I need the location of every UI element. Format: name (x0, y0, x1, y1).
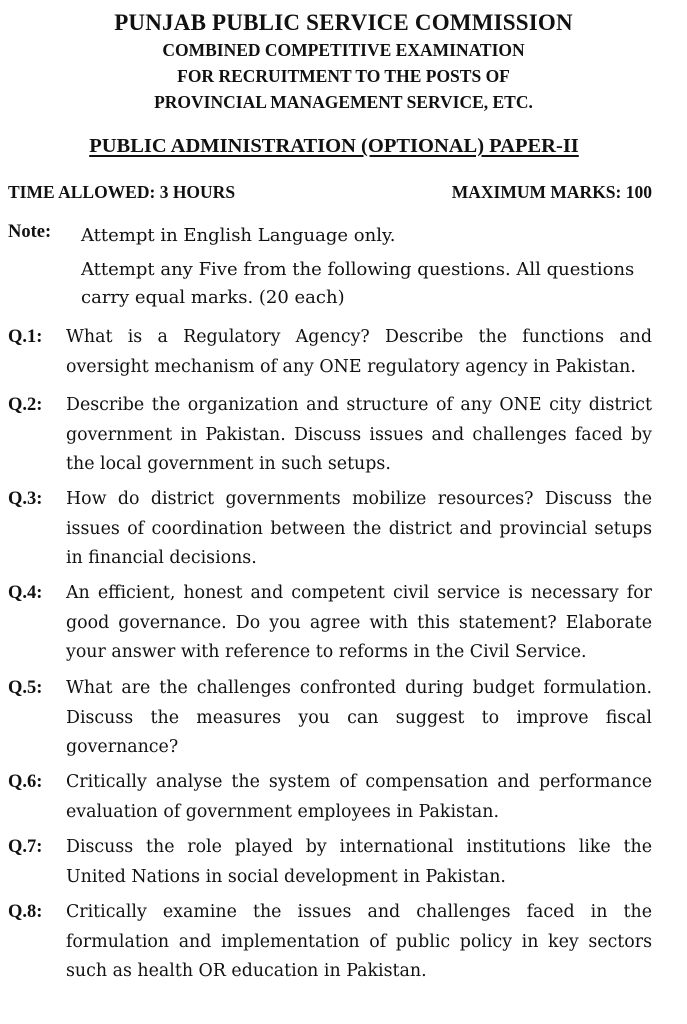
question-text: What is a Regulatory Agency? Describe the functions and oversight mechanism of any ONE regulatory agency in Pakistan. (66, 327, 652, 377)
question-text: What are the challenges confronted during budget formulation. Discuss the measures you can suggest to improve fiscal governance? (66, 678, 652, 758)
question-number: Q.8: (8, 902, 43, 922)
question-6 (8, 768, 652, 827)
question-number: Q.2: (8, 395, 43, 415)
question-7 (8, 833, 652, 892)
question-text: Critically analyse the system of compensation and performance evaluation of government employees in Pakistan. (66, 772, 652, 822)
question-number: Q.7: (8, 837, 43, 857)
note-line-2: Attempt any Five from the following questions. All questions carry equal marks. (20 each) (81, 259, 635, 308)
paper-title: PUBLIC ADMINISTRATION (OPTIONAL) PAPER-II (89, 135, 579, 157)
question-number: Q.6: (8, 772, 43, 792)
time-allowed: TIME ALLOWED: 3 HOURS (8, 182, 236, 202)
note-label: Note: (8, 222, 52, 242)
recruitment-line: FOR RECRUITMENT TO THE POSTS OF (177, 66, 510, 86)
question-1 (8, 323, 652, 382)
question-text: How do district governments mobilize resources? Discuss the issues of coordination between the district and provincial setups in financial decisions. (66, 489, 652, 569)
question-number: Q.1: (8, 327, 43, 347)
question-8 (8, 898, 652, 987)
question-2 (8, 391, 652, 480)
question-number: Q.3: (8, 489, 43, 509)
question-number: Q.5: (8, 678, 43, 698)
question-number: Q.4: (8, 583, 43, 603)
question-4 (8, 579, 652, 668)
question-5 (8, 674, 652, 763)
maximum-marks: MAXIMUM MARKS: 100 (451, 182, 652, 202)
question-3 (8, 485, 652, 574)
note-line-1: Attempt in English Language only. (81, 225, 396, 246)
commission-title: PUNJAB PUBLIC SERVICE COMMISSION (114, 10, 573, 35)
question-text: Critically examine the issues and challenges faced in the formulation and implementation of public policy in key sectors such as health OR education in Pakistan. (66, 902, 652, 982)
question-text: Discuss the role played by international institutions like the United Nations in social development in Pakistan. (66, 837, 652, 887)
service-line: PROVINCIAL MANAGEMENT SERVICE, ETC. (154, 92, 533, 112)
exam-title: COMBINED COMPETITIVE EXAMINATION (162, 40, 525, 60)
question-text: An efficient, honest and competent civil service is necessary for good governance. Do you agree with this statement? Elaborate your answer with reference to reforms in the Civil Service. (66, 583, 652, 663)
question-text: Describe the organization and structure of any ONE city district government in Pakistan. Discuss issues and challenges faced by the local government in such setups. (66, 395, 652, 475)
